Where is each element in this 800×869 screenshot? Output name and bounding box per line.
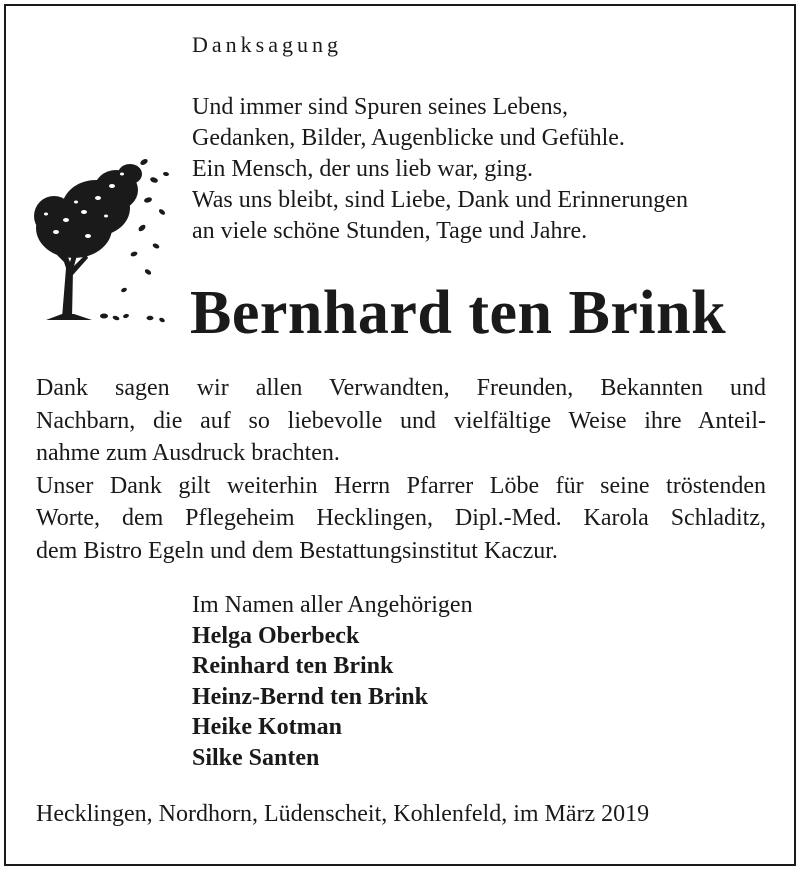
tree-icon xyxy=(26,150,176,330)
place-date: Hecklingen, Nordhorn, Lüdenscheit, Kohlenfeld, im März 2019 xyxy=(36,801,650,827)
poem-line: Gedanken, Bilder, Augenblicke und Gefühle. xyxy=(192,125,625,151)
signoff-intro: Im Namen aller Angehörigen xyxy=(192,592,473,618)
thanks-line: Nachbarn, die auf so liebevolle und vielfältige Weise ihre Anteil- xyxy=(36,407,766,434)
mourner-name: Silke Santen xyxy=(192,744,320,771)
notice-heading: Danksagung xyxy=(192,32,342,57)
thanks-line: Dank sagen wir allen Verwandten, Freunden, Bekannten und xyxy=(36,375,766,401)
poem-line: Ein Mensch, der uns lieb war, ging. xyxy=(192,156,533,182)
thanks-line: nahme zum Ausdruck brachten. xyxy=(36,440,340,466)
mourner-name: Heinz-Bernd ten Brink xyxy=(192,683,429,710)
poem-line: an viele schöne Stunden, Tage und Jahre. xyxy=(192,218,588,244)
deceased-name: Bernhard ten Brink xyxy=(190,279,727,347)
thanks-line: dem Bistro Egeln und dem Bestattungsinstitut Kaczur. xyxy=(36,537,558,564)
poem-line: Was uns bleibt, sind Liebe, Dank und Erinnerungen xyxy=(192,187,688,213)
thanks-paragraph xyxy=(36,372,766,567)
thanks-line: Unser Dank gilt weiterhin Herrn Pfarrer Löbe für seine tröstenden xyxy=(36,472,766,499)
poem xyxy=(192,92,688,247)
thanks-line: Worte, dem Pflegeheim Hecklingen, Dipl.-Med. Karola Schladitz, xyxy=(36,505,766,531)
signoff xyxy=(192,590,473,773)
mourner-name: Reinhard ten Brink xyxy=(192,653,394,679)
mourner-name: Heike Kotman xyxy=(192,714,342,740)
poem-line: Und immer sind Spuren seines Lebens, xyxy=(192,94,568,120)
mourner-name: Helga Oberbeck xyxy=(192,622,360,649)
